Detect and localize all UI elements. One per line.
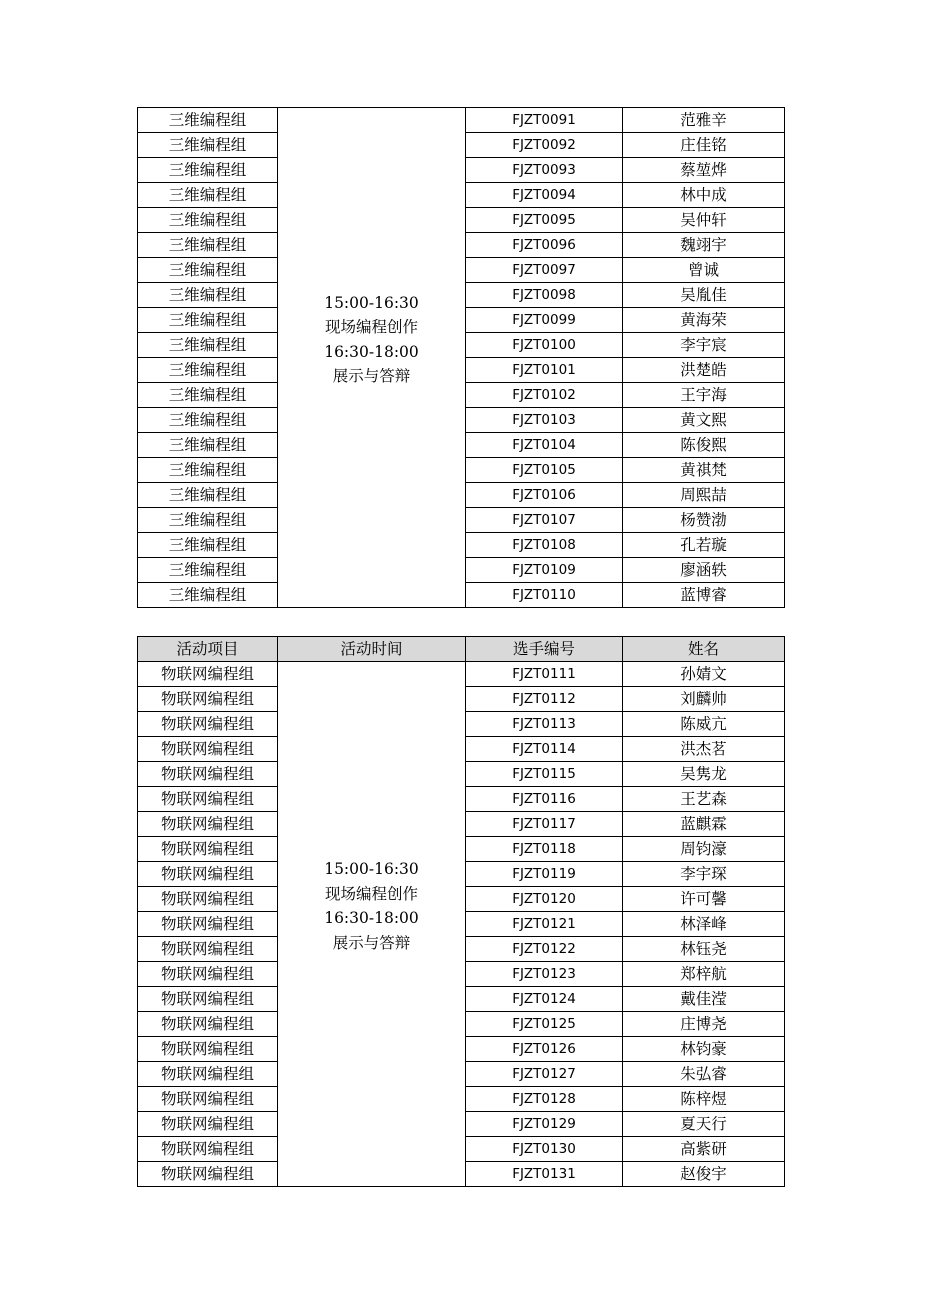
cell-name: 蔡堃烨 [623,158,785,183]
time-line: 展示与答辩 [332,933,411,952]
cell-name: 戴佳滢 [623,987,785,1012]
cell-name: 吴隽龙 [623,762,785,787]
time-line: 16:30-18:00 [324,909,419,927]
cell-player-id: FJZT0121 [466,912,623,937]
cell-player-id: FJZT0102 [466,383,623,408]
cell-project: 物联网编程组 [138,837,278,862]
cell-name: 黄祺梵 [623,458,785,483]
cell-project: 物联网编程组 [138,912,278,937]
cell-name: 庄博尧 [623,1012,785,1037]
cell-name: 周熙喆 [623,483,785,508]
cell-project: 三维编程组 [138,508,278,533]
cell-name: 孙婧文 [623,662,785,687]
cell-name: 林中成 [623,183,785,208]
cell-project: 三维编程组 [138,183,278,208]
cell-project: 物联网编程组 [138,1087,278,1112]
cell-project: 三维编程组 [138,458,278,483]
cell-player-id: FJZT0130 [466,1137,623,1162]
cell-player-id: FJZT0092 [466,133,623,158]
cell-project: 物联网编程组 [138,787,278,812]
cell-player-id: FJZT0127 [466,1062,623,1087]
cell-player-id: FJZT0096 [466,233,623,258]
cell-name: 高紫研 [623,1137,785,1162]
cell-name: 朱弘睿 [623,1062,785,1087]
time-line: 15:00-16:30 [324,293,419,312]
cell-name: 林泽峰 [623,912,785,937]
cell-name: 刘麟帅 [623,687,785,712]
cell-project: 三维编程组 [138,408,278,433]
time-lines [278,857,465,955]
cell-name: 范雅辛 [623,108,785,133]
cell-project: 物联网编程组 [138,862,278,887]
header-player-id: 选手编号 [466,637,623,662]
table-body [138,662,785,1187]
cell-project: 物联网编程组 [138,1112,278,1137]
cell-project: 物联网编程组 [138,1137,278,1162]
cell-player-id: FJZT0125 [466,1012,623,1037]
cell-project: 物联网编程组 [138,962,278,987]
cell-name: 林钧豪 [623,1037,785,1062]
cell-name: 周钧濠 [623,837,785,862]
cell-name: 陈梓煜 [623,1087,785,1112]
cell-player-id: FJZT0094 [466,183,623,208]
cell-player-id: FJZT0118 [466,837,623,862]
cell-player-id: FJZT0113 [466,712,623,737]
cell-player-id: FJZT0107 [466,508,623,533]
cell-name: 魏翊宇 [623,233,785,258]
cell-project: 物联网编程组 [138,712,278,737]
cell-player-id: FJZT0104 [466,433,623,458]
cell-player-id: FJZT0106 [466,483,623,508]
cell-player-id: FJZT0095 [466,208,623,233]
cell-project: 三维编程组 [138,358,278,383]
cell-project: 三维编程组 [138,333,278,358]
cell-project: 三维编程组 [138,433,278,458]
cell-player-id: FJZT0114 [466,737,623,762]
cell-player-id: FJZT0124 [466,987,623,1012]
cell-name: 赵俊宇 [623,1162,785,1187]
header-row [138,637,785,662]
cell-player-id: FJZT0123 [466,962,623,987]
cell-project: 三维编程组 [138,208,278,233]
cell-name: 陈威亢 [623,712,785,737]
cell-name: 吴胤佳 [623,283,785,308]
cell-project: 三维编程组 [138,308,278,333]
cell-project: 三维编程组 [138,233,278,258]
cell-name: 孔若璇 [623,533,785,558]
cell-project: 三维编程组 [138,583,278,608]
cell-player-id: FJZT0131 [466,1162,623,1187]
cell-player-id: FJZT0101 [466,358,623,383]
header-time: 活动时间 [278,637,466,662]
cell-project: 物联网编程组 [138,887,278,912]
cell-name: 洪杰茗 [623,737,785,762]
time-line: 16:30-18:00 [324,342,419,361]
cell-player-id: FJZT0109 [466,558,623,583]
time-line: 现场编程创作 [324,884,418,903]
cell-name: 蓝博睿 [623,583,785,608]
cell-project: 三维编程组 [138,383,278,408]
cell-project: 物联网编程组 [138,1012,278,1037]
schedule-table-3d-programming [137,107,785,608]
cell-player-id: FJZT0117 [466,812,623,837]
cell-player-id: FJZT0129 [466,1112,623,1137]
cell-player-id: FJZT0103 [466,408,623,433]
cell-project: 物联网编程组 [138,1037,278,1062]
cell-name: 黄文熙 [623,408,785,433]
table-row [138,662,785,687]
cell-name: 郑梓航 [623,962,785,987]
cell-name: 蓝麒霖 [623,812,785,837]
cell-project: 三维编程组 [138,533,278,558]
cell-project: 物联网编程组 [138,662,278,687]
cell-project: 物联网编程组 [138,737,278,762]
table-header [138,637,785,662]
cell-name: 廖涵轶 [623,558,785,583]
cell-player-id: FJZT0126 [466,1037,623,1062]
cell-project: 物联网编程组 [138,1062,278,1087]
cell-player-id: FJZT0119 [466,862,623,887]
cell-name: 吴仲轩 [623,208,785,233]
cell-player-id: FJZT0120 [466,887,623,912]
cell-player-id: FJZT0093 [466,158,623,183]
cell-name: 曾诚 [623,258,785,283]
cell-player-id: FJZT0099 [466,308,623,333]
cell-player-id: FJZT0115 [466,762,623,787]
cell-project: 三维编程组 [138,108,278,133]
cell-project: 物联网编程组 [138,762,278,787]
cell-project: 三维编程组 [138,558,278,583]
time-line: 15:00-16:30 [324,860,419,878]
cell-name: 陈俊熙 [623,433,785,458]
cell-name: 黄海荣 [623,308,785,333]
cell-name: 王宇海 [623,383,785,408]
time-line: 展示与答辩 [332,367,411,385]
cell-project: 物联网编程组 [138,687,278,712]
cell-player-id: FJZT0091 [466,108,623,133]
cell-name: 许可馨 [623,887,785,912]
cell-name: 庄佳铭 [623,133,785,158]
cell-activity-time [278,662,466,1187]
cell-project: 物联网编程组 [138,937,278,962]
cell-name: 杨赞渤 [623,508,785,533]
cell-player-id: FJZT0116 [466,787,623,812]
cell-project: 物联网编程组 [138,812,278,837]
cell-player-id: FJZT0100 [466,333,623,358]
cell-project: 三维编程组 [138,283,278,308]
cell-project: 物联网编程组 [138,1162,278,1187]
time-line: 现场编程创作 [324,318,418,336]
cell-player-id: FJZT0108 [466,533,623,558]
cell-player-id: FJZT0111 [466,662,623,687]
cell-name: 李宇琛 [623,862,785,887]
header-name: 姓名 [623,637,785,662]
cell-project: 物联网编程组 [138,987,278,1012]
time-lines [278,291,465,389]
cell-player-id: FJZT0110 [466,583,623,608]
table-body [138,108,785,608]
cell-name: 李宇宸 [623,333,785,358]
cell-player-id: FJZT0098 [466,283,623,308]
cell-name: 洪楚皓 [623,358,785,383]
cell-player-id: FJZT0097 [466,258,623,283]
cell-player-id: FJZT0105 [466,458,623,483]
cell-activity-time [278,108,466,608]
cell-name: 王艺森 [623,787,785,812]
schedule-table-iot-programming [137,636,785,1187]
cell-player-id: FJZT0128 [466,1087,623,1112]
cell-project: 三维编程组 [138,483,278,508]
cell-project: 三维编程组 [138,133,278,158]
cell-player-id: FJZT0112 [466,687,623,712]
cell-name: 林钰尧 [623,937,785,962]
cell-player-id: FJZT0122 [466,937,623,962]
cell-name: 夏天行 [623,1112,785,1137]
table-row [138,108,785,133]
header-project: 活动项目 [138,637,278,662]
cell-project: 三维编程组 [138,158,278,183]
cell-project: 三维编程组 [138,258,278,283]
